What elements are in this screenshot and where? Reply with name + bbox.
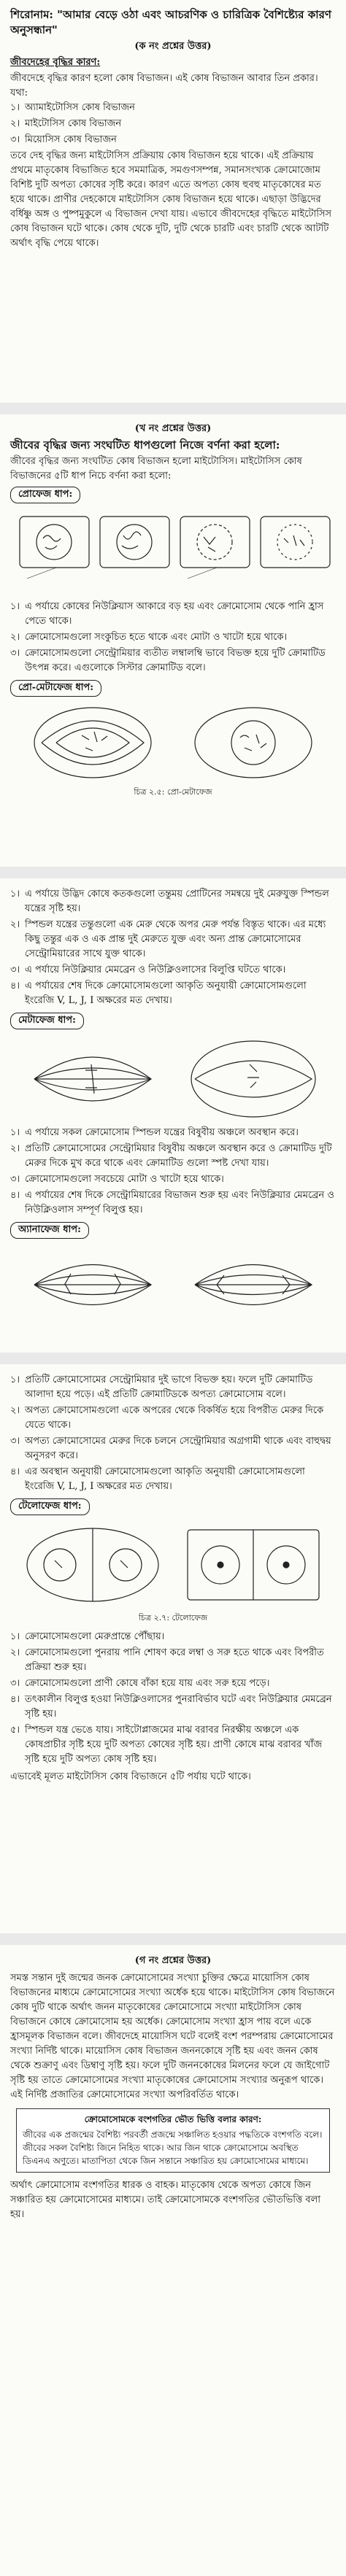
phase-heading-prometaphase: প্রো-মেটাফেজ ধাপ: — [10, 680, 101, 697]
anaphase-figure — [12, 1245, 334, 1325]
telophase-list — [0, 1630, 346, 1767]
list-item: ১। এ পর্যায়ে সকল ক্রোমোসোম স্পিন্ডল যন্ত্রের বিষুবীয় অঞ্চলে অবস্থান করে। — [10, 1127, 299, 1138]
list-item: ১। অ্যামাইটোসিস কোষ বিভাজন — [10, 102, 135, 113]
list-item: ২। অপত্য ক্রোমোসোমগুলো একে অপরের থেকে বিকর্ষিত হয়ে বিপরীত মেরুর দিকে যেতে থাকে। — [10, 1405, 324, 1431]
figure-caption: চিত্র ২.৭: টেলোফেজ — [138, 1613, 208, 1622]
list-item: ১। এ পর্যায়ে কোষের নিউক্লিয়াস আকারে বড় হয় এবং ক্রোমোসোম থেকে পানি হ্রাস পেতে থাকে। — [10, 601, 324, 627]
document-page-3 — [0, 878, 346, 1353]
document-page-4 — [0, 1364, 346, 1933]
page-gap — [0, 1933, 346, 1945]
list-item: ১। এ পর্যায়ে উদ্ভিদ কোষে কতকগুলো তন্তুময় প্রোটিনের সমন্বয়ে দুই মেরুযুক্ত স্পিন্ডল যন্ত্রের সৃষ্টি হয়। — [10, 889, 329, 914]
body-paragraph: তবে দেহ বৃদ্ধির জন্য মাইটোসিস প্রক্রিয়ায় কোষ বিভাজন হয়ে থাকে। এই প্রক্রিয়ায় প্রথমে মাতৃকোষ বিভাজিত হবে সমমাত্রিক, সমগুণসম্পন্ন, সমানসংখ্যক ক্রোমোজোম বিশিষ্ট দুটি অপত্য কোষের সৃষ্টি করে। কারণ এতে অপত্য কোষ হুবহু মাতৃকোষের মত হয়ে থাকে। প্রাণীর দেহকোষে মাইটোসিস কোষ বিভাজন হয়ে থাকে। এছাড়া উদ্ভিদের বর্ধিষ্ণু অঙ্গ ও পুষ্পমুকুলে এ বিভাজন দেখা যায়। এভাবে জীবদেহের বৃদ্ধিতে মাইটোসিস কোষ বিভাজন ঘটে থাকে। কোষ থেকে দুটি, দুটি থেকে চারটি এবং চারটি থেকে আটটি অর্থাৎ বৃদ্ধি পেয়ে থাকে। — [10, 150, 332, 249]
prophase-figure — [12, 509, 334, 597]
phase-heading-anaphase: অ্যানাফেজ ধাপ: — [10, 1222, 89, 1239]
body-paragraph: সমস্ত সন্তান দুই জন্মের জনক ক্রোমোসোমের সংখ্যা চুক্তির ক্ষেত্রে মায়োসিস কোষ বিভাজনের মাধ্যমে ক্রোমোসোমের সংখ্যা অর্ধেক হয়ে থাকে। মাইটোসিস কোষ বিভাজনে কোষ দুটি থাকে অর্থাৎ জনন মাতৃকোষের ক্রোমোসোমে সংখ্যা মাইটোসিস কোষ বিভাজনে কোষে ক্রোমোসোম হয় অর্ধেক। ক্রোমোসোম সংখ্যা হ্রাস পায় বলে একে হ্রাসমূলক বিভাজন বলে। জীবদেহে মায়োসিস ঘটে বলেই বংশ পরম্পরায় ক্রোমোসোমের সংখ্যা নির্দিষ্ট থাকে। মায়োসিস কোষ বিভাজন জননকোষে সৃষ্টি হয় এবং জনন কোষ থেকে শুক্রাণু এবং ডিম্বাণু সৃষ্টি হয়। ফলে দুটি জননকোষের মিলনের ফলে যে জাইগোট সৃষ্টি হয় তাতে ক্রোমোসোমের সংখ্যা মাতৃকোষের ক্রোমোসোম সংখ্যার অনুরূপ থাকে। এই নির্দিষ্ট প্রজাতির ক্রোমোসোমের সংখ্যা অপরিবর্তিত থাকে। — [10, 1973, 335, 2100]
list-item: ২। ক্রোমোসোমগুলো সংকুচিত হতে থাকে এবং মোটা ও খাটো হয়ে থাকে। — [10, 632, 288, 643]
list-item: ৫। স্পিন্ডল যন্ত্র ভেঙে যায়। সাইটোপ্লাজমের মাঝ বরাবর নিরক্ষীয় অঞ্চলে এক কোষপ্রাচীর সৃষ্টি হয়ে দুটি অপত্য কোষের সৃষ্টি হয়। প্রাণী কোষে মাঝ বরাবর খাঁজ সৃষ্টি হয়ে দুটি অপত্য কোষ সৃষ্টি হয়। — [10, 1725, 323, 1765]
list-item: ৩। ক্রোমোসোমগুলো সেন্ট্রোমিয়ার ব্যতীত লম্বালম্বি ভাবে বিভক্ত হয়ে দুটি ক্রোমাটিড উৎপন্ন করে। এগুলোকে সিস্টার ক্রোমাটিড বলে। — [10, 648, 326, 673]
list-item: ৩। এ পর্যায়ে নিউক্লিয়ার মেমব্রেন ও নিউক্লিওলাসের বিলুপ্তি ঘটতে থাকে। — [10, 964, 286, 975]
prometaphase-figure — [12, 703, 334, 783]
list-item: ১। ক্রোমোসোমগুলো মেরুপ্রান্তে পৌঁছায়। — [10, 1631, 165, 1642]
list-item: ৩। ক্রোমোসোমগুলো সবচেয়ে মোটা ও খাটো হয়ে থাকে। — [10, 1174, 224, 1185]
figure-caption: চিত্র ২.৫: প্রো-মেটাফেজ — [134, 787, 212, 797]
prometaphase-list — [0, 878, 346, 1008]
list-item: ৩। অপত্য ক্রোমোসোমের মেরুর দিকে চলনে সেন্ট্রোমিয়ার অগ্রগামী থাকে এবং বাহুদ্বয় অনুসরণ করে। — [10, 1436, 331, 1461]
page-gap — [0, 403, 346, 414]
document-page-2 — [0, 414, 346, 867]
page-gap — [0, 1353, 346, 1364]
closing-paragraph: এভাবেই মূলত মাইটোসিস কোষ বিভাজনে ৫টি পর্যায় ঘটে থাকে। — [10, 1771, 251, 1782]
closing-paragraph: অর্থাৎ ক্রোমোসোম বংশগতির ধারক ও বাহক। মাতৃকোষ থেকে অপত্য কোষে জিন সঞ্চারিত হয় ক্রোমোসোমের মাধ্যমে। তাই ক্রোমোসোমকে বংশগতির ভৌতভিত্তি বলা হয়। — [10, 2180, 321, 2220]
phase-heading-metaphase: মেটাফেজ ধাপ: — [10, 1013, 84, 1029]
list-item: ২। স্পিন্ডল যন্ত্রের তন্তুগুলো এক মেরু থেকে অপর মেরু পর্যন্ত বিস্তৃত থাকে। এর মধ্যে কিছু তন্তুর এক ও এক প্রান্ত দুই মেরুতে যুক্ত এবং অন্য প্রান্ত ক্রোমোসোমের সেন্ট্রোমিয়ারের সাথে যুক্ত থাকে। — [10, 919, 326, 959]
section-heading-growth-cause: জীবদেহের বৃদ্ধির কারণ: — [10, 57, 101, 68]
document-page-5 — [0, 1945, 346, 2576]
page-gap — [0, 867, 346, 878]
list-item: ৪। এ পর্যায়ের শেষ দিকে ক্রোমোসোমগুলো আকৃতি অনুযায়ী ক্রোমোসোমগুলো ইংরেজি V, L, J, I অক্ষরের মত দেখায়। — [10, 980, 307, 1006]
list-item: ৪। এ পর্যায়ের শেষ দিকে সেন্ট্রোমিয়ারের বিভাজন শুরু হয় এবং নিউক্লিয়ার মেমব্রেন ও নিউক্লিওলাস সম্পূর্ণ বিলুপ্ত হয়। — [10, 1190, 334, 1215]
phase-heading-telophase: টেলোফেজ ধাপ: — [10, 1498, 90, 1515]
list-item: ১। প্রতিটি ক্রোমোসোমের সেন্ট্রোমিয়ার দুই ভাগে বিভক্ত হয়। ফলে দুটি ক্রোমাটিড আলাদা হয়ে পড়ে। এই প্রতিটি ক্রোমাটিডকে অপত্য ক্রোমোসোম বলে। — [10, 1374, 313, 1400]
inset-text: জীবের এক প্রজন্মের বৈশিষ্ট্য পরবর্তী প্রজন্মে সঞ্চালিত হওয়ার পদ্ধতিকে বংশগতি বলে। জীবের সকল বৈশিষ্ট্য জিনে নিহিত থাকে। আর জিন থাকে ক্রোমোসোমে অবস্থিত ডিএনএ অণুতে। মাতাপিতা থেকে জিন সন্তানে সঞ্চারিত হয় ক্রোমোসোমের মাধ্যমে। — [23, 2130, 323, 2166]
answer-tag-kha: (খ নং প্রশ্নের উত্তর) — [134, 423, 212, 434]
inset-title: ক্রোমোসোমকে বংশগতির ভৌত ভিত্তি বলার কারণ: — [84, 2114, 262, 2124]
list-item: ২। মাইটোসিস কোষ বিভাজন — [10, 118, 122, 129]
list-item: ২। প্রতিটি ক্রোমোসোমের সেন্ট্রোমিয়ার বিষুবীয় অঞ্চলে অবস্থান করে ও ক্রোমাটিড দুটি মেরুর দিকে মুখ করে থাকে এবং ক্রোমাটিড গুলো স্পষ্ট দেখা যায়। — [10, 1143, 332, 1169]
list-item: ৪। এর অবস্থান অনুযায়ী ক্রোমোসোমগুলো আকৃতি অনুযায়ী ক্রোমোসোমগুলো ইংরেজি V, L, J, I অক্ষরের মত দেখায়। — [10, 1466, 305, 1492]
list-item: ৪। তৎকালীন বিলুপ্ত হওয়া নিউক্লিওলাসের পুনরাবির্ভাব ঘটে এবং নিউক্লিয়ার মেমব্রেন সৃষ্টি হয়। — [10, 1694, 332, 1720]
phases-intro: জীবের বৃদ্ধির জন্য সংঘটিত কোষ বিভাজন হলো মাইটোসিস। মাইটোসিস কোষ বিভাজনের ৫টি ধাপ নিচে বর্ণনা করা হলো: — [10, 456, 302, 481]
phase-heading-prophase: প্রোফেজ ধাপ: — [10, 487, 80, 503]
document-title: শিরোনাম: "আমার বেড়ে ওঠা এবং আচরণিক ও চারিত্রিক বৈশিষ্ট্যের কারণ অনুসন্ধান" — [10, 8, 331, 36]
answer-tag-ka: (ক নং প্রশ্নের উত্তর) — [134, 41, 212, 52]
section-heading-phases: জীবের বৃদ্ধির জন্য সংঘটিত ধাপগুলো নিজে বর্ণনা করা হলো: — [10, 438, 280, 452]
answer-tag-ga: (গ নং প্রশ্নের উত্তর) — [134, 1955, 212, 1966]
list-item: ২। ক্রোমোসোমগুলো পুনরায় পানি শোষণ করে লম্বা ও সরু হতে থাকে এবং বিপরীত প্রক্রিয়া শুরু হয়। — [10, 1647, 324, 1673]
inset-box — [16, 2108, 330, 2173]
metaphase-list — [0, 1126, 346, 1218]
metaphase-figure — [12, 1035, 334, 1123]
intro-paragraph: জীবদেহে বৃদ্ধির কারণ হলো কোষ বিভাজন। এই কোষ বিভাজন আবার তিন প্রকার। যথা: — [10, 73, 318, 98]
list-item: ৩। মিয়োসিস কোষ বিভাজন — [10, 134, 117, 145]
anaphase-list — [0, 1364, 346, 1494]
telophase-figure — [12, 1521, 334, 1609]
list-item: ৩। ক্রোমোসোমগুলো প্রাণী কোষে বাঁকা হয়ে যায় এবং সরু হয়ে পড়ে। — [10, 1678, 270, 1689]
document-page-1 — [0, 0, 346, 403]
division-types-list — [0, 101, 346, 147]
prophase-list — [0, 600, 346, 676]
